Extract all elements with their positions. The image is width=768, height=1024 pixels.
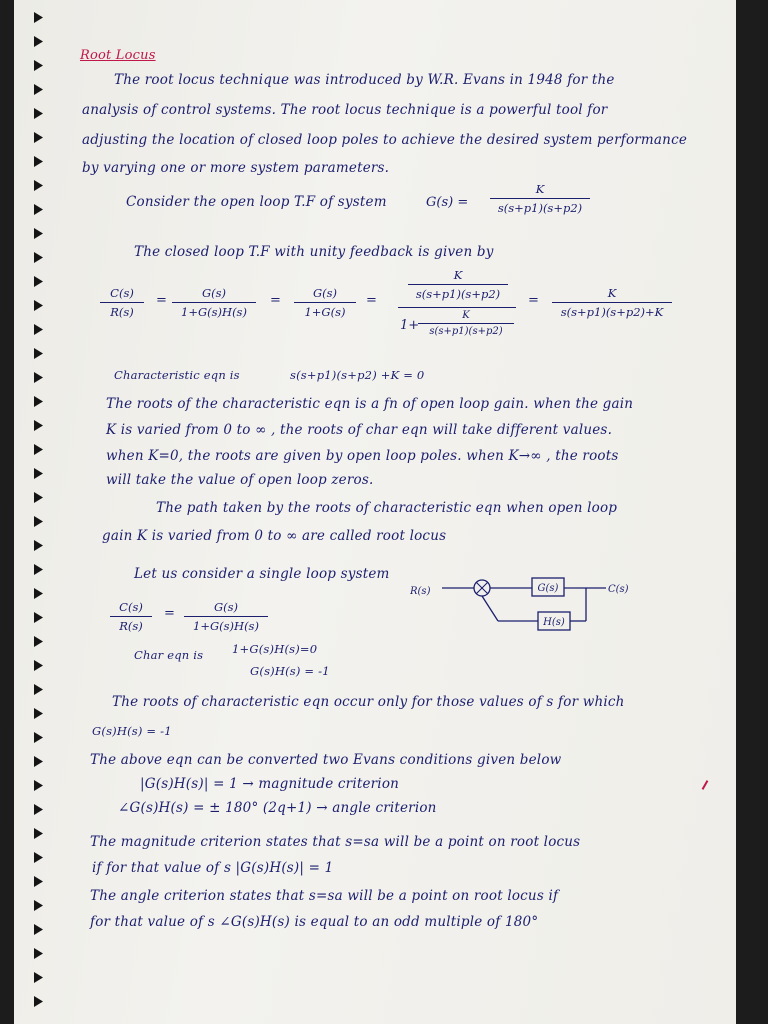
denominator: s(s+p1)(s+p2)+K — [560, 305, 664, 319]
equals-sign: = — [270, 293, 281, 308]
binding-hole — [34, 180, 43, 191]
binding-hole — [34, 756, 43, 767]
conditions-intro: The above eqn can be converted two Evans conditions given below — [90, 752, 562, 768]
open-loop-lhs: G(s) = — [426, 195, 469, 210]
binding-hole — [34, 60, 43, 71]
numerator: G(s) — [184, 600, 268, 617]
numerator: K — [408, 268, 508, 285]
denominator: s(s+p1)(s+p2) — [415, 287, 501, 301]
binding-hole — [34, 972, 43, 983]
binding-hole — [34, 300, 43, 311]
numerator: C(s) — [100, 286, 144, 303]
binding-hole — [34, 780, 43, 791]
binding-hole — [34, 636, 43, 647]
binding-hole — [34, 852, 43, 863]
fraction-c-over-r — [110, 600, 152, 633]
denominator: 1+G(s)H(s) — [181, 305, 247, 319]
char-eqn-1: 1+G(s)H(s)=0 — [232, 642, 318, 656]
numerator: G(s) — [172, 286, 256, 303]
text-line: The roots of the characteristic eqn is a fn of open loop gain. when the gain — [106, 396, 634, 412]
denominator: 1+G(s)H(s) — [193, 619, 259, 633]
denominator: R(s) — [119, 619, 143, 633]
equals-sign: = — [156, 293, 167, 308]
binding-hole — [34, 132, 43, 143]
text-line: The root locus technique was introduced by W.R. Evans in 1948 for the — [114, 72, 615, 88]
binding-hole — [34, 708, 43, 719]
text-line: by varying one or more system parameters. — [82, 160, 390, 176]
text-line: adjusting the location of closed loop poles to achieve the desired system performance — [82, 132, 688, 148]
magnitude-criterion: |G(s)H(s)| = 1 → magnitude criterion — [140, 776, 400, 792]
binding-hole — [34, 108, 43, 119]
binding-hole — [34, 948, 43, 959]
binding-hole — [34, 516, 43, 527]
binding-hole — [34, 732, 43, 743]
binding-hole — [34, 540, 43, 551]
denominator: s(s+p1)(s+p2) — [429, 326, 503, 337]
binding-hole — [34, 876, 43, 887]
text-line: will take the value of open loop zeros. — [106, 472, 374, 488]
binding-hole — [34, 372, 43, 383]
open-loop-text: Consider the open loop T.F of system — [126, 194, 387, 210]
numerator: C(s) — [110, 600, 152, 617]
fraction-final — [552, 286, 672, 319]
red-pen-mark — [702, 780, 709, 790]
binding-hole — [34, 348, 43, 359]
equals-sign: = — [528, 293, 539, 308]
text-line: The magnitude criterion states that s=sa will be a point on root locus — [90, 834, 581, 850]
page-title: Root Locus — [80, 48, 156, 63]
text-line: K is varied from 0 to ∞ , the roots of char eqn will take different values. — [106, 422, 613, 438]
binding-hole — [34, 204, 43, 215]
numerator: K — [418, 310, 514, 324]
fraction-c-over-r — [100, 286, 144, 319]
tf-numerator: K — [490, 182, 590, 199]
binding-hole — [34, 492, 43, 503]
binding-hole — [34, 228, 43, 239]
equals-sign: = — [366, 293, 377, 308]
char-eqn-label: Char eqn is — [134, 648, 204, 662]
binding-hole — [34, 156, 43, 167]
binding-hole — [34, 396, 43, 407]
closed-loop-intro: The closed loop T.F with unity feedback is given by — [134, 244, 494, 260]
text-line: when K=0, the roots are given by open loop poles. when K→∞ , the roots — [106, 448, 619, 464]
binding-hole — [34, 612, 43, 623]
text-line: for that value of s ∠G(s)H(s) is equal to an odd multiple of 180° — [90, 914, 539, 930]
text-line: G(s)H(s) = -1 — [92, 724, 172, 738]
text-line: The roots of characteristic eqn occur only for those values of s for which — [112, 694, 625, 710]
g-block-label: G(s) — [537, 583, 559, 594]
binding-hole — [34, 252, 43, 263]
binding-hole — [34, 660, 43, 671]
denominator: 1+G(s) — [304, 305, 346, 319]
h-block-label: H(s) — [543, 617, 565, 628]
binding-hole — [34, 324, 43, 335]
char-eqn-2: G(s)H(s) = -1 — [250, 664, 330, 678]
numerator: K — [552, 286, 672, 303]
single-loop-text: Let us consider a single loop system — [134, 566, 390, 582]
fraction-g-over-1gh — [184, 600, 268, 633]
binding-hole — [34, 924, 43, 935]
compound-fraction — [398, 268, 516, 342]
fraction-g-over-1g — [294, 286, 356, 319]
text-line: analysis of control systems. The root locus technique is a powerful tool for — [82, 102, 608, 118]
bottom-expression — [398, 308, 516, 342]
inner-fraction — [418, 310, 514, 337]
binding-hole — [34, 900, 43, 911]
fraction-g-over-1gh — [172, 286, 256, 319]
binding-hole — [34, 468, 43, 479]
notebook-page — [14, 0, 736, 1024]
top-fraction — [408, 268, 508, 301]
binding-hole — [34, 564, 43, 575]
char-eqn: s(s+p1)(s+p2) +K = 0 — [290, 368, 425, 382]
text-line: The path taken by the roots of characteristic eqn when open loop — [156, 500, 618, 516]
input-label: R(s) — [410, 586, 431, 597]
binding-hole — [34, 588, 43, 599]
feedback-line — [482, 596, 498, 621]
angle-criterion: ∠G(s)H(s) = ± 180° (2q+1) → angle criterion — [118, 800, 437, 816]
binding-hole — [34, 996, 43, 1007]
one-plus: 1+ — [400, 318, 420, 333]
binding-hole — [34, 420, 43, 431]
text-line: The angle criterion states that s=sa will be a point on root locus if — [90, 888, 559, 904]
denominator: R(s) — [110, 305, 134, 319]
text-line: if for that value of s |G(s)H(s)| = 1 — [92, 860, 334, 876]
binding-hole — [34, 804, 43, 815]
binding-hole — [34, 444, 43, 455]
spiral-binding — [14, 0, 54, 1024]
output-label: C(s) — [608, 584, 629, 595]
tf-denominator: s(s+p1)(s+p2) — [497, 201, 583, 215]
numerator: G(s) — [294, 286, 356, 303]
equals-sign: = — [164, 606, 175, 621]
binding-hole — [34, 84, 43, 95]
binding-hole — [34, 12, 43, 23]
binding-hole — [34, 684, 43, 695]
binding-hole — [34, 828, 43, 839]
binding-hole — [34, 36, 43, 47]
block-diagram — [410, 566, 660, 636]
open-loop-tf — [490, 182, 590, 215]
binding-hole — [34, 276, 43, 287]
char-eqn-label: Characteristic eqn is — [114, 368, 240, 382]
text-line: gain K is varied from 0 to ∞ are called root locus — [102, 528, 447, 544]
